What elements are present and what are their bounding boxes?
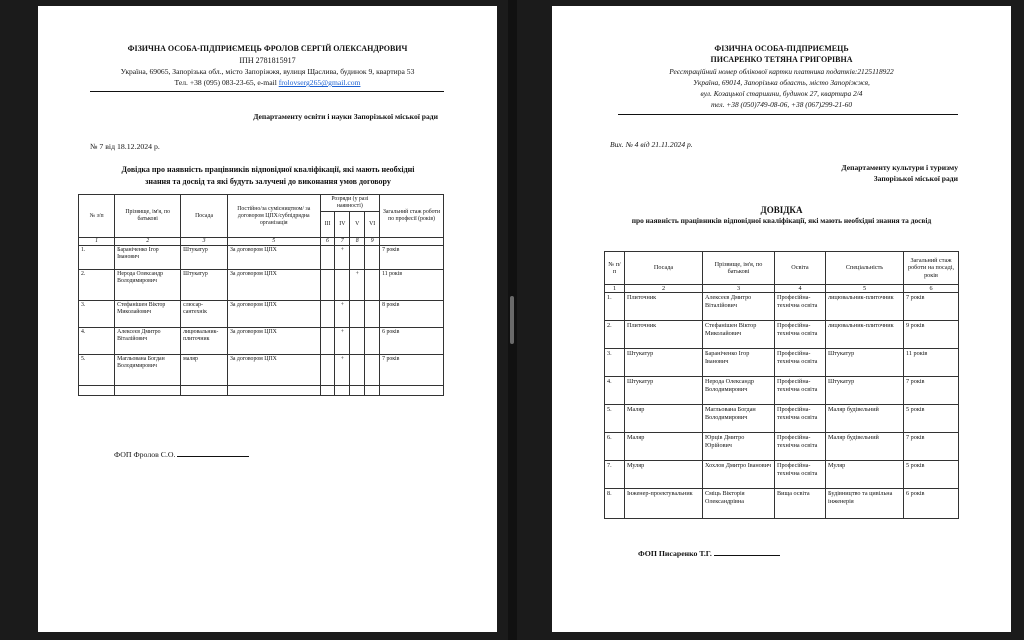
left-col-number: 6	[320, 238, 335, 246]
right-signature	[638, 547, 780, 558]
right-cell-experience: 5 років	[904, 461, 959, 489]
right-cell-num: 8.	[605, 489, 625, 519]
right-cell-education: Професійна-технічна освіта	[775, 405, 826, 433]
right-cell-education: Професійна-технічна освіта	[775, 349, 826, 377]
right-cell-num: 6.	[605, 433, 625, 461]
left-header-name: ФІЗИЧНА ОСОБА-ПІДПРИЄМЕЦЬ ФРОЛОВ СЕРГІЙ ОЛЕКСАНДРОВИЧ	[127, 44, 408, 53]
right-header-reg: Реєстраційний номер облікової картки платника податків:2125118922	[669, 67, 894, 76]
right-cell-name: Юрців Дмитро Юрійович	[703, 433, 775, 461]
left-cell-name: Алексеєв Дмитро Віталійович	[115, 328, 181, 355]
right-cell-name: Магльована Богдан Володимирович	[703, 405, 775, 433]
table-row	[605, 321, 959, 349]
right-cell-specialty: Штукатур	[826, 349, 904, 377]
left-cell-grade	[365, 328, 380, 355]
left-cell-grade	[320, 355, 335, 386]
left-cell-grade	[320, 328, 335, 355]
right-cell-education: Професійна-технічна освіта	[775, 461, 826, 489]
right-cell-num: 7.	[605, 461, 625, 489]
split-divider[interactable]	[508, 0, 517, 640]
left-cell-name: Стефанішен Віктор Миколайович	[115, 301, 181, 328]
left-th-num: № з/п	[79, 195, 115, 238]
right-cell-education: Професійна-технічна освіта	[775, 377, 826, 405]
left-cell-experience: 8 років	[380, 301, 444, 328]
right-addressee-2: Запорізької міської ради	[873, 174, 958, 183]
right-th-num: № п/п	[605, 252, 625, 285]
right-cell-experience: 11 років	[904, 349, 959, 377]
left-cell-grade	[365, 301, 380, 328]
document-page-right	[552, 6, 1011, 632]
right-cell-experience: 9 років	[904, 321, 959, 349]
right-cell-specialty: Муляр	[826, 461, 904, 489]
table-row	[79, 355, 444, 386]
right-cell-position: Маляр	[625, 433, 703, 461]
left-th-grade: Розряди (у разі наявності)	[320, 195, 380, 212]
left-cell-position: маляр	[181, 355, 228, 386]
left-cell-employment: За договором ЦПХ	[227, 270, 320, 301]
left-title: Довідка про наявність працівників відповідної кваліфікації, які мають необхідні знання та досвід та які будуть залучені до виконання умов договору	[121, 165, 415, 186]
left-header-rule	[90, 91, 444, 92]
right-col-number: 3	[703, 285, 775, 293]
right-cell-education: Професійна-технічна освіта	[775, 293, 826, 321]
right-header-addr1: Україна, 69014, Запорізька область, місто Запоріжжя,	[693, 78, 870, 87]
left-header-phone: Тел. +38 (095) 083-23-65, e-mail	[174, 78, 279, 87]
left-cell-position: слюсар-сантехнік	[181, 301, 228, 328]
right-col-number: 1	[605, 285, 625, 293]
left-col-number	[380, 238, 444, 246]
right-cell-education: Професійна-технічна освіта	[775, 321, 826, 349]
left-col-number: 3	[181, 238, 228, 246]
left-cell-grade	[320, 246, 335, 270]
left-cell-grade: +	[335, 328, 350, 355]
left-col-number: 9	[365, 238, 380, 246]
right-cell-experience: 7 років	[904, 433, 959, 461]
left-cell-experience: 6 років	[380, 328, 444, 355]
right-cell-name: Алексеєв Дмитро Віталійович	[703, 293, 775, 321]
right-workers-table	[604, 251, 959, 519]
right-th-education: Освіта	[775, 252, 826, 285]
right-signature-line	[714, 547, 780, 556]
table-row	[605, 461, 959, 489]
left-cell-position: Штукатур	[181, 270, 228, 301]
right-subtitle: про наявність працівників відповідної кваліфікації, які мають необхідні знання та досвід	[631, 216, 932, 225]
left-cell-grade	[365, 355, 380, 386]
table-row-empty	[79, 386, 444, 396]
right-cell-num: 3.	[605, 349, 625, 377]
right-header-line2: ПИСАРЕНКО ТЕТЯНА ГРИГОРІВНА	[710, 55, 853, 64]
left-cell-name: Бараніченко Ігор Іванович	[115, 246, 181, 270]
left-signature-label: ФОП Фролов С.О.	[114, 450, 176, 459]
right-cell-name: Хохлов Дмитро Іванович	[703, 461, 775, 489]
right-cell-position: Маляр	[625, 405, 703, 433]
left-th-experience: Загальний стаж роботи по професії (років)	[380, 195, 444, 238]
left-cell-grade	[350, 301, 365, 328]
left-th-grade-col: IV	[335, 212, 350, 238]
right-cell-position: Штукатур	[625, 377, 703, 405]
left-cell-grade	[365, 270, 380, 301]
right-cell-education: Професійна-технічна освіта	[775, 433, 826, 461]
right-cell-num: 2.	[605, 321, 625, 349]
left-cell-grade	[350, 246, 365, 270]
left-header-address: Україна, 69065, Запорізька обл., місто Запоріжжя, вулиця Щаслива, будинок 9, квартира 53	[120, 67, 415, 76]
left-ref-number: № 7 від 18.12.2024 р.	[90, 142, 160, 151]
left-cell-num: 4.	[79, 328, 115, 355]
right-cell-position: Плиточник	[625, 321, 703, 349]
left-th-grade-col: VI	[365, 212, 380, 238]
right-header-phone: тел. +38 (050)749-08-06, +38 (067)299-21-60	[710, 100, 853, 109]
left-cell-num: 2.	[79, 270, 115, 301]
right-cell-name: Нерода Олександр Володимирович	[703, 377, 775, 405]
right-signature-label: ФОП Писаренко Т.Г.	[638, 549, 712, 558]
left-th-position: Посада	[181, 195, 228, 238]
right-col-number: 2	[625, 285, 703, 293]
right-cell-specialty: Штукатур	[826, 377, 904, 405]
right-cell-experience: 7 років	[904, 293, 959, 321]
left-th-employment: Постійно/за сумісництвом/ за договором ЦПХ/субпідрядна організація	[227, 195, 320, 238]
left-col-number: 8	[350, 238, 365, 246]
table-row	[605, 293, 959, 321]
left-cell-employment: За договором ЦПХ	[227, 301, 320, 328]
right-col-number: 6	[904, 285, 959, 293]
left-cell-experience: 7 років	[380, 355, 444, 386]
divider-handle[interactable]	[510, 296, 514, 344]
right-cell-experience: 6 років	[904, 489, 959, 519]
right-cell-num: 5.	[605, 405, 625, 433]
table-row	[79, 246, 444, 270]
table-row	[605, 405, 959, 433]
left-th-name: Прізвище, ім'я, по батькові	[115, 195, 181, 238]
left-cell-num: 5.	[79, 355, 115, 386]
left-cell-num: 1.	[79, 246, 115, 270]
right-th-name: Прізвище, ім'я, по батькові	[703, 252, 775, 285]
right-cell-experience: 5 років	[904, 405, 959, 433]
right-th-experience: Загальний стаж роботи на посаді, років	[904, 252, 959, 285]
right-header-addr2: вул. Козацької старшини, будинок 27, квартира 2/4	[700, 89, 863, 98]
right-addressee-1: Департаменту культури і туризму	[841, 163, 958, 172]
right-cell-specialty: Будівництво та цивільна інженерія	[826, 489, 904, 519]
left-th-grade-col: III	[320, 212, 335, 238]
left-cell-position: Штукатур	[181, 246, 228, 270]
left-col-number: 2	[115, 238, 181, 246]
left-col-number: 1	[79, 238, 115, 246]
right-cell-num: 4.	[605, 377, 625, 405]
left-cell-grade: +	[335, 355, 350, 386]
left-cell-name: Магльована Богдан Володимирович	[115, 355, 181, 386]
left-cell-num: 3.	[79, 301, 115, 328]
left-cell-grade	[365, 246, 380, 270]
left-cell-name: Нерода Олександр Володимирович	[115, 270, 181, 301]
left-addressee: Департаменту освіти і науки Запорізької міської ради	[253, 112, 438, 121]
left-cell-employment: За договором ЦПХ	[227, 246, 320, 270]
left-cell-employment: За договором ЦПХ	[227, 355, 320, 386]
right-header-rule	[618, 114, 958, 115]
left-col-number: 5	[227, 238, 320, 246]
right-col-number: 5	[826, 285, 904, 293]
right-cell-experience: 7 років	[904, 377, 959, 405]
left-header-email-link[interactable]: frolovserg265@gmail.com	[278, 78, 361, 87]
table-row	[605, 433, 959, 461]
right-cell-name: Бараніченко Ігор Іванович	[703, 349, 775, 377]
right-cell-specialty: Маляр будівельний	[826, 433, 904, 461]
right-cell-position: Плиточник	[625, 293, 703, 321]
right-outgoing-number: Вих. № 4 від 21.11.2024 р.	[610, 140, 693, 149]
left-workers-table	[78, 194, 444, 396]
table-row	[605, 489, 959, 519]
left-cell-grade: +	[350, 270, 365, 301]
left-col-number: 7	[335, 238, 350, 246]
left-th-grade-col: V	[350, 212, 365, 238]
table-row	[79, 301, 444, 328]
left-header-ipn: ІПН 2781815917	[239, 56, 296, 65]
table-row	[79, 328, 444, 355]
right-cell-education: Вища освіта	[775, 489, 826, 519]
right-cell-position: Штукатур	[625, 349, 703, 377]
left-cell-grade: +	[335, 246, 350, 270]
right-title: ДОВІДКА	[760, 205, 803, 215]
table-row	[605, 377, 959, 405]
right-cell-specialty: лицювальник-плиточник	[826, 321, 904, 349]
right-cell-position: Інженер-проектувальник	[625, 489, 703, 519]
right-th-position: Посада	[625, 252, 703, 285]
right-cell-specialty: Маляр будівельний	[826, 405, 904, 433]
left-signature	[114, 448, 249, 459]
left-cell-experience: 11 років	[380, 270, 444, 301]
right-th-specialty: Спеціальність	[826, 252, 904, 285]
right-col-number: 4	[775, 285, 826, 293]
right-cell-num: 1.	[605, 293, 625, 321]
document-page-left	[38, 6, 497, 632]
right-cell-name: Стефанішен Віктор Миколайович	[703, 321, 775, 349]
table-row	[79, 270, 444, 301]
left-cell-grade: +	[335, 301, 350, 328]
left-cell-grade	[335, 270, 350, 301]
left-cell-grade	[350, 328, 365, 355]
left-cell-grade	[350, 355, 365, 386]
left-cell-grade	[320, 270, 335, 301]
left-signature-line	[177, 448, 249, 457]
left-cell-grade	[320, 301, 335, 328]
table-row	[605, 349, 959, 377]
right-cell-specialty: лицювальник-плиточник	[826, 293, 904, 321]
right-header-line1: ФІЗИЧНА ОСОБА-ПІДПРИЄМЕЦЬ	[714, 44, 849, 53]
left-cell-experience: 7 років	[380, 246, 444, 270]
left-header-contacts	[38, 78, 497, 87]
left-cell-employment: За договором ЦПХ	[227, 328, 320, 355]
right-cell-position: Муляр	[625, 461, 703, 489]
left-cell-position: лицювальник-плиточник	[181, 328, 228, 355]
right-cell-name: Сміць Вікторія Олександрівна	[703, 489, 775, 519]
